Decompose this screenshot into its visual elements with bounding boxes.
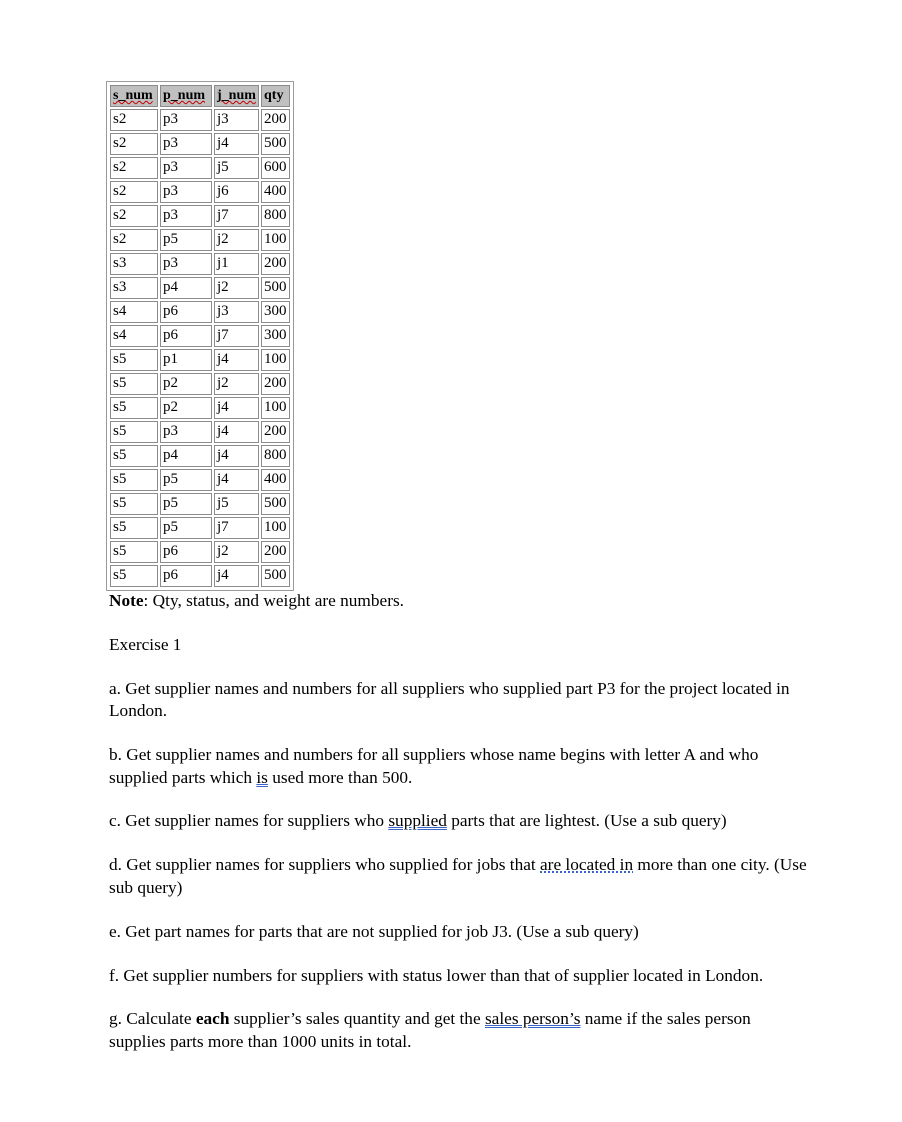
cell-s-num: s4 — [110, 301, 158, 323]
cell-j-num: j2 — [214, 277, 259, 299]
note-label: Note — [109, 591, 144, 610]
cell-s-num: s5 — [110, 373, 158, 395]
cell-qty: 100 — [261, 517, 290, 539]
cell-s-num: s2 — [110, 157, 158, 179]
table-row — [110, 325, 290, 347]
cell-j-num: j4 — [214, 469, 259, 491]
cell-qty: 800 — [261, 205, 290, 227]
cell-s-num: s2 — [110, 109, 158, 131]
cell-j-num: j2 — [214, 373, 259, 395]
table-row — [110, 421, 290, 443]
cell-qty: 300 — [261, 301, 290, 323]
grammar-mark-are-located-in: are located in — [540, 855, 634, 875]
grammar-mark-sales-persons: sales person’s — [484, 1009, 581, 1029]
exercise-item-f: f. Get supplier numbers for suppliers with status lower than that of supplier located in London. — [109, 965, 764, 985]
exercise-text — [109, 590, 809, 1075]
cell-qty: 400 — [261, 469, 290, 491]
cell-s-num: s5 — [110, 421, 158, 443]
cell-j-num: j4 — [214, 421, 259, 443]
exercise-item-c: c. Get supplier names for suppliers who supplied parts that are lightest. (Use a sub query) — [109, 811, 727, 831]
table-row — [110, 229, 290, 251]
cell-p-num: p6 — [160, 541, 212, 563]
cell-s-num: s5 — [110, 397, 158, 419]
cell-j-num: j4 — [214, 397, 259, 419]
bold-each: each — [195, 1009, 230, 1029]
note-text: : Qty, status, and weight are numbers. — [143, 591, 404, 610]
table-row — [110, 301, 290, 323]
cell-s-num: s2 — [110, 205, 158, 227]
cell-qty: 500 — [261, 277, 290, 299]
cell-p-num: p6 — [160, 325, 212, 347]
cell-p-num: p3 — [160, 205, 212, 227]
cell-qty: 100 — [261, 349, 290, 371]
table-row — [110, 349, 290, 371]
table-row — [110, 565, 290, 587]
cell-s-num: s5 — [110, 517, 158, 539]
cell-j-num: j3 — [214, 301, 259, 323]
table-row — [110, 541, 290, 563]
table-row — [110, 157, 290, 179]
cell-p-num: p2 — [160, 373, 212, 395]
cell-s-num: s2 — [110, 181, 158, 203]
cell-qty: 400 — [261, 181, 290, 203]
table-row — [110, 445, 290, 467]
cell-s-num: s3 — [110, 253, 158, 275]
header-qty: qty — [261, 85, 290, 107]
cell-p-num: p3 — [160, 157, 212, 179]
cell-s-num: s3 — [110, 277, 158, 299]
cell-p-num: p3 — [160, 253, 212, 275]
note-paragraph — [109, 590, 809, 612]
cell-p-num: p5 — [160, 469, 212, 491]
cell-j-num: j2 — [214, 541, 259, 563]
table-row — [110, 517, 290, 539]
cell-j-num: j4 — [214, 133, 259, 155]
cell-j-num: j4 — [214, 349, 259, 371]
cell-p-num: p3 — [160, 133, 212, 155]
shipments-table-grid — [108, 83, 292, 589]
cell-s-num: s2 — [110, 229, 158, 251]
cell-p-num: p3 — [160, 181, 212, 203]
grammar-mark-supplied: supplied — [388, 811, 447, 831]
cell-j-num: j5 — [214, 157, 259, 179]
shipments-table — [106, 81, 294, 591]
cell-j-num: j5 — [214, 493, 259, 515]
exercise-item-a: a. Get supplier names and numbers for all suppliers who supplied part P3 for the project located in London. — [109, 678, 790, 721]
table-row — [110, 205, 290, 227]
cell-p-num: p2 — [160, 397, 212, 419]
cell-p-num: p4 — [160, 445, 212, 467]
cell-qty: 300 — [261, 325, 290, 347]
cell-qty: 800 — [261, 445, 290, 467]
exercise-title: Exercise 1 — [109, 634, 182, 654]
cell-p-num: p3 — [160, 421, 212, 443]
cell-qty: 100 — [261, 229, 290, 251]
cell-p-num: p6 — [160, 301, 212, 323]
header-s-num: s_num — [110, 85, 158, 107]
table-header-row — [110, 85, 290, 107]
cell-qty: 200 — [261, 421, 290, 443]
cell-s-num: s5 — [110, 541, 158, 563]
cell-s-num: s5 — [110, 493, 158, 515]
header-p-num: p_num — [160, 85, 212, 107]
cell-j-num: j4 — [214, 565, 259, 587]
cell-j-num: j6 — [214, 181, 259, 203]
table-row — [110, 109, 290, 131]
exercise-item-e: e. Get part names for parts that are not supplied for job J3. (Use a sub query) — [109, 921, 639, 941]
exercise-item-d: d. Get supplier names for suppliers who supplied for jobs that are located in more than one city. (Use sub query) — [109, 855, 807, 897]
cell-s-num: s4 — [110, 325, 158, 347]
cell-p-num: p3 — [160, 109, 212, 131]
cell-qty: 500 — [261, 133, 290, 155]
exercise-item-b: b. Get supplier names and numbers for all suppliers whose name begins with letter A and who supplied parts which is used more than 500. — [109, 745, 759, 787]
table-row — [110, 469, 290, 491]
table-body — [110, 109, 290, 587]
cell-qty: 200 — [261, 109, 290, 131]
cell-p-num: p6 — [160, 565, 212, 587]
cell-j-num: j7 — [214, 205, 259, 227]
header-j-num: j_num — [214, 85, 259, 107]
cell-s-num: s5 — [110, 565, 158, 587]
cell-qty: 200 — [261, 541, 290, 563]
cell-p-num: p5 — [160, 493, 212, 515]
cell-p-num: p5 — [160, 517, 212, 539]
cell-j-num: j7 — [214, 325, 259, 347]
cell-qty: 500 — [261, 493, 290, 515]
cell-p-num: p4 — [160, 277, 212, 299]
table-row — [110, 493, 290, 515]
cell-qty: 200 — [261, 253, 290, 275]
exercise-item-g: g. Calculate each supplier’s sales quantity and get the sales person’s name if the sales person supplies parts more than 1000 units in total. — [109, 1009, 751, 1051]
cell-qty: 100 — [261, 397, 290, 419]
table-row — [110, 373, 290, 395]
cell-s-num: s5 — [110, 349, 158, 371]
cell-qty: 600 — [261, 157, 290, 179]
cell-s-num: s5 — [110, 469, 158, 491]
cell-j-num: j3 — [214, 109, 259, 131]
cell-j-num: j7 — [214, 517, 259, 539]
table-row — [110, 181, 290, 203]
cell-s-num: s5 — [110, 445, 158, 467]
table-row — [110, 133, 290, 155]
cell-j-num: j1 — [214, 253, 259, 275]
cell-qty: 200 — [261, 373, 290, 395]
cell-j-num: j2 — [214, 229, 259, 251]
cell-qty: 500 — [261, 565, 290, 587]
table-row — [110, 253, 290, 275]
cell-p-num: p1 — [160, 349, 212, 371]
cell-p-num: p5 — [160, 229, 212, 251]
cell-s-num: s2 — [110, 133, 158, 155]
table-row — [110, 277, 290, 299]
grammar-mark-is: is — [256, 767, 268, 787]
cell-j-num: j4 — [214, 445, 259, 467]
table-row — [110, 397, 290, 419]
